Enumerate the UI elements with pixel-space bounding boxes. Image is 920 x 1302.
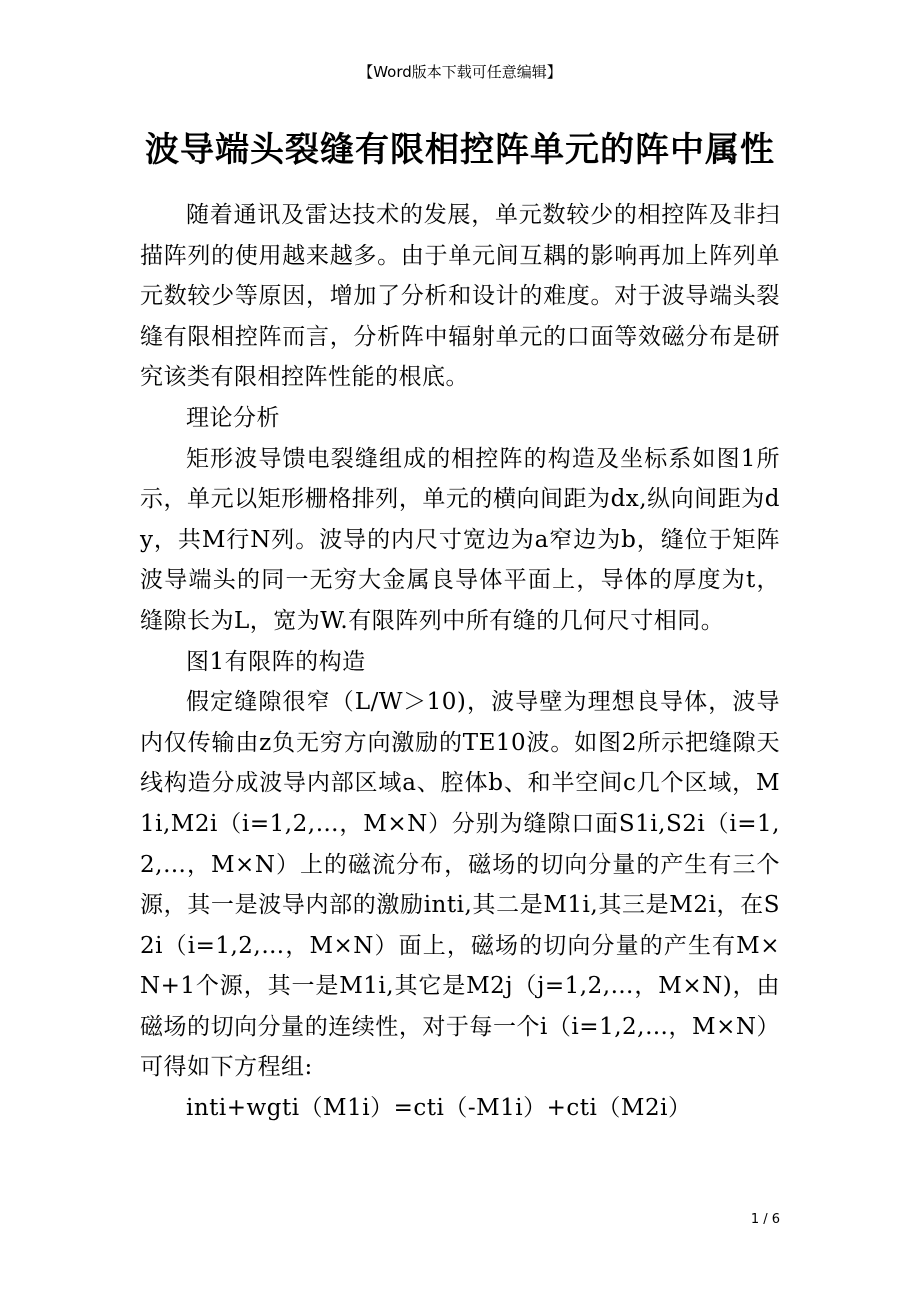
paragraph-assumptions: 假定缝隙很窄（L/W＞10)，波导壁为理想良导体，波导内仅传输由z负无穷方向激励的TE10波。如图2所示把缝隙天线构造分成波导内部区域a、腔体b、和半空间c几个区域，M1i,M2i（i=1,2,…，M×N）分别为缝隙口面S1i,S2i（i=1,2,…，M×N）上的磁流分布，磁场的切向分量的产生有三个源，其一是波导内部的激励inti,其二是M1i,其三是M2i，在S2i（i=1,2,…，M×N）面上，磁场的切向分量的产生有M×N+1个源，其一是M1i,其它是M2j（j=1,2,…，M×N)，由磁场的切向分量的连续性，对于每一个i（i=1,2,…，M×N）可得如下方程组: <box>140 689 780 1081</box>
equation-line: inti+wgti（M1i）=cti（-M1i）+cti（M2i） <box>186 1095 692 1122</box>
download-note: 【Word版本下载可任意编辑】 <box>358 63 562 81</box>
paragraph-structure: 矩形波导馈电裂缝组成的相控阵的构造及坐标系如图1所示，单元以矩形栅格排列，单元的横向间距为dx,纵向间距为dy，共M行N列。波导的内尺寸宽边为a窄边为b，缝位于矩阵波导端头的同一无穷大金属良导体平面上，导体的厚度为t，缝隙长为L，宽为W.有限阵列中所有缝的几何尺寸相同。 <box>140 445 780 634</box>
document-title: 波导端头裂缝有限相控阵单元的阵中属性 <box>145 130 775 170</box>
paragraph-intro: 随着通讯及雷达技术的发展，单元数较少的相控阵及非扫描阵列的使用越来越多。由于单元间互耦的影响再加上阵列单元数较少等原因，增加了分析和设计的难度。对于波导端头裂缝有限相控阵而言，分析阵中辐射单元的口面等效磁分布是研究该类有限相控阵性能的根底。 <box>140 202 780 391</box>
section-heading-theory: 理论分析 <box>186 404 280 431</box>
page-number: 1 / 6 <box>750 1212 780 1227</box>
figure-caption: 图1有限阵的构造 <box>186 648 366 675</box>
document-body <box>140 195 780 1129</box>
